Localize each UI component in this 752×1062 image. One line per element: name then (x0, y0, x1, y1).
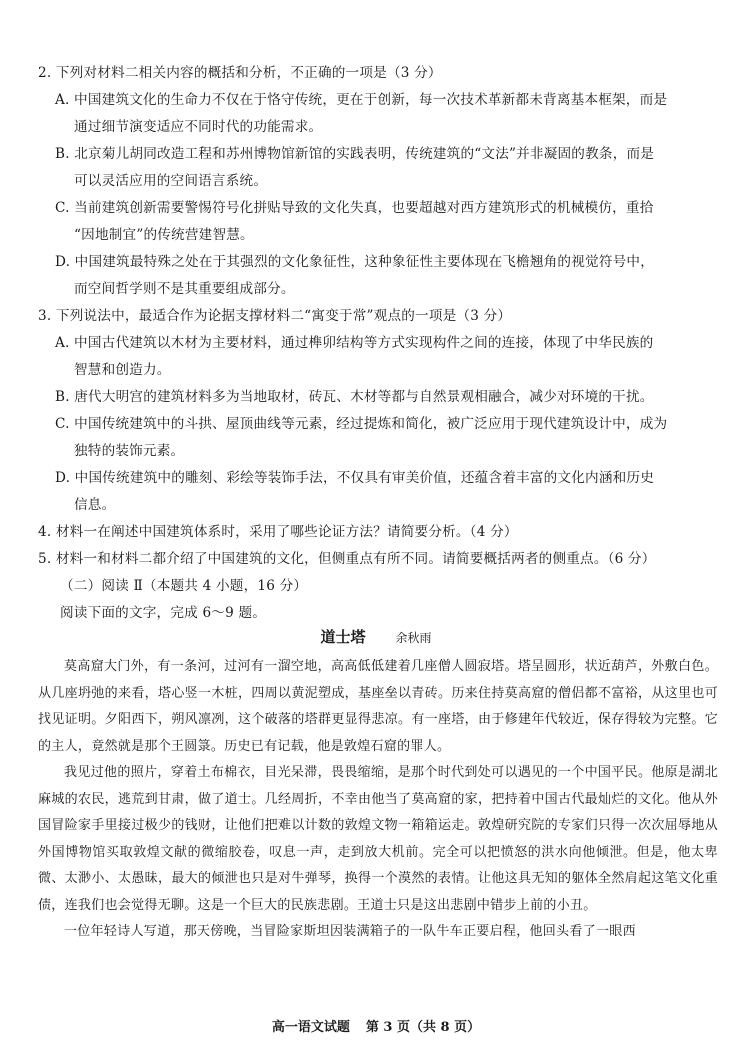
question-3-option-c (55, 411, 718, 465)
option-line: 独特的装饰元素。 (74, 443, 185, 459)
question-3-option-b (55, 384, 718, 411)
essay-paragraph: 我见过他的照片，穿着土布棉衣，目光呆滞，畏畏缩缩，是那个时代到处可以遇见的一个中国平民。他原是湖北麻城的农民，逃荒到甘肃，做了道士。几经周折，不幸由他当了莫高窟的家，把持着中国古代最灿烂的文化。他从外国冒险家手里接过极少的钱财，让他们把难以计数的敦煌文物一箱箱运走。敦煌研究院的专家们只得一次次屈辱地从外国博物馆买取敦煌文献的微缩胶卷，叹息一声，走到放大机前。完全可以把愤怒的洪水向他倾泄。但是，他太卑微、太渺小、太愚昧，最大的倾泄也只是对牛弹琴，换得一个漠然的表情。让他这具无知的躯体全然肩起这笔文化重债，连我们也会觉得无聊。这是一个巨大的民族悲剧。王道士只是这出悲剧中错步上前的小丑。 (38, 765, 718, 913)
question-3-option-a (55, 330, 718, 384)
option-line: B. 北京菊儿胡同改造工程和苏州博物馆新馆的实践表明，传统建筑的“文法”并非凝固的教条，而是 (55, 146, 655, 162)
option-line: D. 中国传统建筑中的雕刻、彩绘等装饰手法，不仅具有审美价值，还蕴含着丰富的文化内涵和历史 (55, 470, 654, 486)
essay-paragraph: 一位年轻诗人写道，那天傍晚，当冒险家斯坦因装满箱子的一队牛车正要启程，他回头看了一眼西 (64, 924, 636, 939)
option-line: 通过细节演变适应不同时代的功能需求。 (74, 119, 323, 135)
option-line: B. 唐代大明宫的建筑材料多为当地取材，砖瓦、木材等都与自然景观相融合，减少对环境的干扰。 (55, 389, 654, 405)
option-line: 智慧和创造力。 (74, 362, 171, 378)
question-2-option-d (55, 249, 718, 303)
question-2-option-b (55, 141, 718, 195)
essay-author: 余秋雨 (395, 631, 432, 645)
reading-instruction: 阅读下面的文字，完成 6～9 题。 (60, 605, 267, 621)
option-line: 而空间哲学则不是其重要组成部分。 (74, 281, 295, 297)
question-3-stem: 3. 下列说法中，最适合作为论据支撑材料二“寓变于常”观点的一项是（3 分） (38, 308, 512, 324)
essay-title-text: 道士塔 (320, 628, 366, 646)
question-5: 5. 材料一和材料二都介绍了中国建筑的文化，但侧重点有所不同。请简要概括两者的侧重点。（6 分） (38, 551, 656, 567)
option-line: “因地制宜”的传统营建智慧。 (74, 227, 254, 243)
option-line: D. 中国建筑最特殊之处在于其强烈的文化象征性，这种象征性主要体现在飞檐翘角的视觉符号中， (55, 254, 654, 270)
essay-body (38, 654, 718, 946)
footer-subject: 高一语文试题 (271, 1020, 350, 1035)
option-line: C. 当前建筑创新需要警惕符号化拼贴导致的文化失真，也要超越对西方建筑形式的机械模仿，重拾 (55, 200, 654, 216)
section-heading: （二）阅读 Ⅱ（本题共 4 小题，16 分） (60, 578, 308, 594)
question-2-option-c (55, 195, 718, 249)
essay-title (0, 626, 752, 647)
question-2-option-a (55, 87, 718, 141)
question-3-option-d (55, 465, 718, 519)
essay-paragraph: 莫高窟大门外，有一条河，过河有一溜空地，高高低低建着几座僧人圆寂塔。塔呈圆形，状近葫芦，外敷白色。从几座坍弛的来看，塔心竖一木桩，四周以黄泥塑成，基座垒以青砖。历来住持莫高窟的僧侣都不富裕，从这里也可找见证明。夕阳西下，朔风凛冽，这个破落的塔群更显得悲凉。有一座塔，由于修建年代较近，保存得较为完整。它的主人，竟然就是那个王圆箓。历史已有记载，他是敦煌石窟的罪人。 (38, 659, 718, 754)
option-line: C. 中国传统建筑中的斗拱、屋顶曲线等元素，经过提炼和简化，被广泛应用于现代建筑设计中，成为 (55, 416, 668, 432)
page-footer (0, 1016, 752, 1035)
option-line: 可以灵活应用的空间语言系统。 (74, 173, 268, 189)
footer-page-number: 第 3 页（共 8 页） (365, 1020, 481, 1035)
option-line: A. 中国古代建筑以木材为主要材料，通过榫卯结构等方式实现构件之间的连接，体现了中华民族的 (55, 335, 654, 351)
question-2-stem: 2. 下列对材料二相关内容的概括和分析，不正确的一项是（3 分） (38, 65, 442, 81)
option-line: 信息。 (74, 497, 116, 513)
question-4: 4. 材料一在阐述中国建筑体系时，采用了哪些论证方法？请简要分析。（4 分） (38, 524, 518, 540)
option-line: A. 中国建筑文化的生命力不仅在于恪守传统，更在于创新，每一次技术革新都未背离基本框架，而是 (55, 92, 668, 108)
